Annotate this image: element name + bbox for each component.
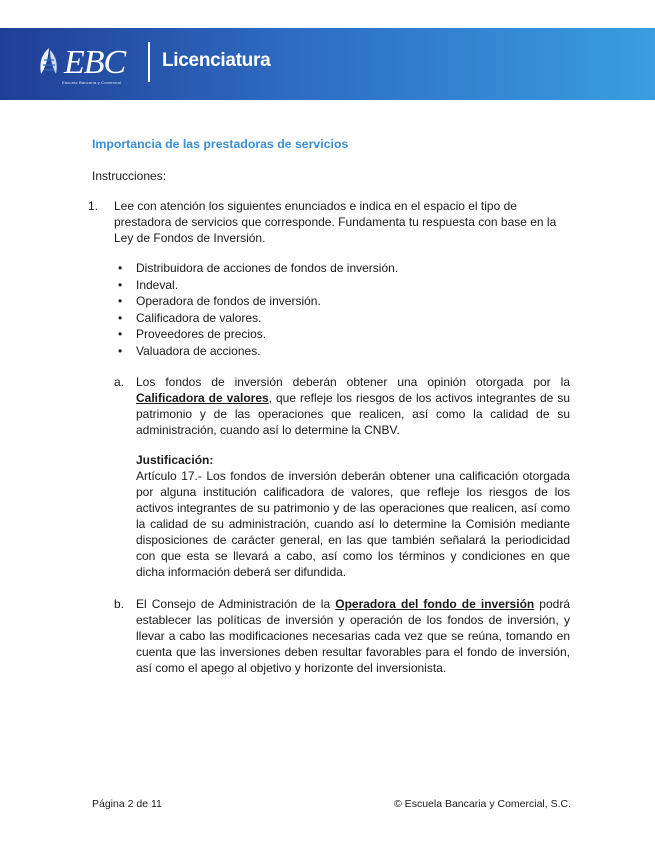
question-number: 1. [88,199,99,213]
bullet-icon: • [118,310,123,325]
item-a-answer: Calificadora de valores [136,390,269,405]
bullet-icon: • [118,343,123,358]
ebc-leaf-emblem-icon [36,46,62,78]
header-title: Licenciatura [162,50,271,71]
justification [92,452,570,580]
list-item: • Proveedores de precios. [118,327,267,342]
bullet-icon: • [118,261,123,275]
list-item: • Distribuidora de acciones de fondos de inversión. [118,261,399,275]
page-number: Página 2 de 11 [92,798,162,810]
bullet-icon: • [118,294,123,309]
logo-wordmark: EBC [64,44,126,81]
question-1 [88,198,570,246]
header-banner [0,28,655,100]
item-b-answer: Operadora del fondo de inversión [335,596,535,611]
item-a: a. Los fondos de inversión deberán obtener una opinión otorgada por la Calificadora de valores, que refleje los riesgos de los activos integrantes de su patrimonio y de las operaciones que realicen, así como la calidad de su administración, cuando así lo determine la CNBV. [114,374,570,437]
logo-tagline: Escuela Bancaria y Comercial [62,80,121,85]
item-b-letter: b. [114,596,125,611]
bullet-icon: • [118,277,123,292]
document-body [88,136,571,690]
list-item: • Calificadora de valores. [118,310,262,325]
bullet-icon: • [118,327,123,342]
options-list [118,260,570,360]
item-a-letter: a. [114,374,125,389]
question-text: Lee con atención los siguientes enunciados e indica en el espacio el tipo de prestadora de servicios que corresponde. Fundamenta tu respuesta con base en la Ley de Fondos de Inversión. [114,199,557,245]
list-item: • Valuadora de acciones. [118,343,261,358]
section-title: Importancia de las prestadoras de servicios [92,137,349,151]
justification-text: Artículo 17.- Los fondos de inversión deberán obtener una calificación otorgada por alguna institución calificadora de valores, que refleje los riesgos de los activos integrantes de su patrimonio y de las operaciones que realicen, así como la calidad de su administración, cuando así lo determine la Comisión mediante disposiciones de carácter general, en las que también señalará la periodicidad con que esta se llevará a cabo, así como los términos y condiciones en que dicha información deberá ser difundida. [136,468,570,579]
list-item: • Operadora de fondos de inversión. [118,294,321,309]
footer-copyright: © Escuela Bancaria y Comercial, S.C. [394,798,571,810]
justification-title: Justificación: [136,452,214,467]
list-item: • Indeval. [118,277,179,292]
item-b: b. El Consejo de Administración de la Operadora del fondo de inversión podrá establecer las políticas de inversión y operación de los fondos de inversión, y llevar a cabo las modificaciones necesarias cada vez que se reúna, tomando en cuenta que las inversiones deben resultar favorables para el fondo de inversión, así como el apego al objetivo y horizonte del inversionista. [114,596,571,675]
instructions-label: Instrucciones: [92,169,167,183]
ebc-logo [36,42,146,86]
header-divider [148,42,150,82]
